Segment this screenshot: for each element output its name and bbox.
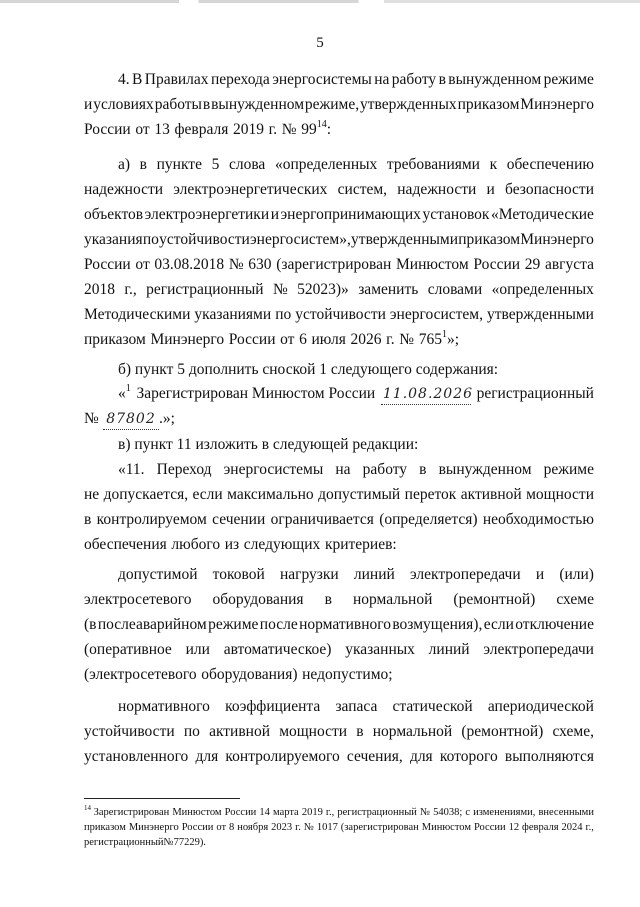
footnote-reference: 1 xyxy=(441,328,447,340)
word: активной xyxy=(460,486,522,503)
word: Правилах xyxy=(144,71,209,88)
word: 4. xyxy=(118,71,130,88)
word: с xyxy=(465,807,471,818)
word: указанных xyxy=(345,641,415,658)
word: (оперативное xyxy=(84,641,172,658)
text-line xyxy=(84,665,393,685)
text-line xyxy=(84,590,594,610)
word: $765^1$»; xyxy=(418,328,460,348)
text-line xyxy=(84,747,594,767)
word: устойчивости xyxy=(84,723,175,740)
word: надежности xyxy=(397,181,477,198)
word: 1017 xyxy=(316,822,338,833)
word: изменениями, xyxy=(473,807,536,818)
word: на xyxy=(335,461,351,478)
word: объектов xyxy=(84,206,144,223)
word: февраля xyxy=(522,822,559,833)
word: условиях xyxy=(93,96,154,113)
word: энергосистем, xyxy=(389,306,483,323)
footnote-line xyxy=(84,836,206,850)
word: указания xyxy=(84,231,143,248)
word: утвержденными xyxy=(487,306,594,323)
word: 2026 xyxy=(350,331,382,348)
word: необходимостью xyxy=(482,511,594,528)
word: выполняются xyxy=(504,748,594,765)
word: № xyxy=(399,331,415,348)
word: сечения, xyxy=(346,748,403,765)
word: 630 xyxy=(248,256,272,273)
word: № xyxy=(303,822,314,833)
text-line xyxy=(118,155,594,175)
word: Минэнерго xyxy=(520,96,594,113)
word: энергопринимающих xyxy=(280,206,421,223)
word: Минэнерго xyxy=(128,822,179,833)
word: оборудования xyxy=(212,591,304,608)
word: вынужденном xyxy=(211,96,305,113)
word: работу xyxy=(391,71,437,88)
word: следующих xyxy=(243,536,321,553)
word: нормативного xyxy=(118,698,210,715)
word: № xyxy=(163,837,174,848)
word: (или) xyxy=(559,566,594,583)
word: сечении xyxy=(212,511,266,528)
word: 52023)» xyxy=(297,281,349,298)
word: апериодической xyxy=(487,698,594,715)
word: указаниями xyxy=(194,306,272,323)
word: заменить xyxy=(358,281,419,298)
word: пункте xyxy=(156,156,202,173)
word: «определенных xyxy=(274,156,378,173)
word: требованиями xyxy=(386,156,480,173)
word: 2019 xyxy=(301,807,323,818)
word: вынужденном xyxy=(448,71,542,88)
word: критериев: xyxy=(324,536,397,553)
word: г., xyxy=(585,822,594,833)
word: приказом xyxy=(84,822,126,833)
word: которого xyxy=(439,748,498,765)
word: России xyxy=(224,807,257,818)
word: в xyxy=(419,461,427,478)
word: (в xyxy=(84,616,97,633)
word: допустимый xyxy=(318,486,401,503)
word: или xyxy=(185,641,210,658)
word: В xyxy=(132,71,143,88)
word: режиме xyxy=(208,616,259,633)
word: а) xyxy=(118,156,131,173)
word: после xyxy=(259,616,298,633)
word: от xyxy=(135,256,150,273)
word: и xyxy=(84,96,93,113)
word: регистрационный xyxy=(337,807,417,818)
word: контролируемого xyxy=(225,748,340,765)
word: работу xyxy=(362,461,408,478)
word: допустимой xyxy=(118,566,198,583)
text-line xyxy=(84,305,594,325)
word: не xyxy=(84,486,100,503)
word: вынужденном xyxy=(438,461,532,478)
word: № xyxy=(272,281,288,298)
text-line xyxy=(118,697,594,717)
word: (определяется) xyxy=(379,511,478,528)
word: 77229). xyxy=(173,837,206,848)
word: февраля xyxy=(174,121,229,138)
word: регистрационный xyxy=(84,837,164,848)
word: в xyxy=(202,96,211,113)
word: Минюстом xyxy=(421,822,471,833)
text-line xyxy=(84,535,397,555)
word: России xyxy=(473,256,521,273)
word: утвержденных xyxy=(360,96,457,113)
word: августа xyxy=(544,256,594,273)
word: любого xyxy=(171,536,221,553)
word: токовой xyxy=(212,566,265,583)
word: 8 xyxy=(229,822,235,833)
word: если xyxy=(483,616,514,633)
scan-top-edge xyxy=(0,0,640,3)
word: электроэнергетики xyxy=(144,206,270,223)
word: на xyxy=(374,71,390,88)
word: нормальной xyxy=(352,591,433,608)
word: 29 xyxy=(524,256,541,273)
word: $^{14}$ Зарегистрирован xyxy=(84,803,170,818)
text-line xyxy=(84,510,594,530)
footnote-separator xyxy=(84,798,240,799)
text-line xyxy=(84,722,594,742)
text-line xyxy=(84,615,594,635)
word: № xyxy=(281,121,297,138)
text-line xyxy=(84,330,459,350)
word: 2019 xyxy=(233,121,264,138)
word: контролируемом xyxy=(96,511,207,528)
word: энергосистемы xyxy=(223,461,324,478)
word: Переход xyxy=(156,461,212,478)
word: работы xyxy=(154,96,202,113)
text-line xyxy=(84,180,594,200)
word: 2018 xyxy=(84,281,115,298)
word: Минэнерго xyxy=(520,231,594,248)
word: 54038; xyxy=(433,807,463,818)
word: 2023 xyxy=(271,822,293,833)
word: России xyxy=(84,256,131,273)
word: установок xyxy=(422,206,490,223)
word: г., xyxy=(325,807,335,818)
word: схеме, xyxy=(552,723,594,740)
word: нормативного xyxy=(299,616,391,633)
word: г. xyxy=(386,331,395,348)
footnote-line xyxy=(84,821,594,835)
word: энергосистемы xyxy=(272,71,372,88)
word: надежности xyxy=(84,181,164,198)
word: перехода xyxy=(210,71,270,88)
word: России xyxy=(473,822,506,833)
page-number: 5 xyxy=(316,35,324,51)
text-line xyxy=(84,640,594,660)
word: для xyxy=(195,748,219,765)
word: 14 xyxy=(259,807,270,818)
word: России xyxy=(181,822,214,833)
word: электроэнергетических xyxy=(173,181,328,198)
word: линий xyxy=(428,641,470,658)
word: режиме xyxy=(543,461,594,478)
word: энергосистем», xyxy=(250,231,351,248)
word: нормальной xyxy=(372,723,453,740)
word: послеаварийном xyxy=(97,616,207,633)
word: устойчивости xyxy=(295,306,386,323)
word: «определенных xyxy=(491,281,594,298)
word: 2024 xyxy=(561,822,583,833)
word: к xyxy=(489,156,498,173)
word: (зарегистрирован xyxy=(340,822,419,833)
word: приказом xyxy=(84,331,146,348)
word: допускается, xyxy=(103,486,189,503)
word: обеспечения xyxy=(84,536,167,553)
word: в xyxy=(84,511,92,528)
text-line xyxy=(84,280,594,300)
word: максимально xyxy=(227,486,314,503)
footnote-insert-line: «$^1$ Зарегистрирован Минюстом России 11.08.2026 регистрационный xyxy=(118,384,594,405)
word: Методическими xyxy=(84,306,191,323)
word: нагрузки xyxy=(279,566,339,583)
paragraph-item-c: в) пункт 11 изложить в следующей редакции: xyxy=(118,436,419,453)
word: установленного xyxy=(84,748,189,765)
word: Минэнерго xyxy=(150,331,225,348)
word: по xyxy=(275,306,292,323)
word: автоматическое) xyxy=(223,641,332,658)
word: (зарегистрирован xyxy=(276,256,392,273)
word: устойчивости xyxy=(159,231,250,248)
word: электропередачи xyxy=(410,566,521,583)
word: по xyxy=(183,723,200,740)
text-line xyxy=(84,95,594,115)
word: 03.08.2018 xyxy=(154,256,225,273)
word: мощности xyxy=(526,486,594,503)
word: ноября xyxy=(237,822,269,833)
word: в xyxy=(324,591,332,608)
word: 12 xyxy=(508,822,520,833)
word: словами xyxy=(427,281,483,298)
word: г., xyxy=(124,281,137,298)
word: запаса xyxy=(335,698,378,715)
word: схеме xyxy=(556,591,594,608)
word: (ремонтной) xyxy=(461,723,544,740)
word: (электросетевого xyxy=(84,666,197,683)
footnote-line xyxy=(84,803,594,820)
word: 13 xyxy=(154,121,170,138)
text-line xyxy=(118,460,594,480)
footnote-reference: 14 xyxy=(316,118,327,130)
text-line xyxy=(118,565,594,585)
word: коэффициента xyxy=(225,698,321,715)
word: из xyxy=(224,536,240,553)
word: линий xyxy=(353,566,395,583)
word: обеспечению xyxy=(506,156,594,173)
word: «Методические xyxy=(491,206,594,223)
word: г. xyxy=(268,121,278,138)
text-line xyxy=(84,255,594,275)
word: приказом xyxy=(457,96,520,113)
text-line xyxy=(84,230,594,250)
word: утвержденными xyxy=(351,231,459,248)
word: (ремонтной) xyxy=(453,591,536,608)
word: в xyxy=(139,156,147,173)
word: от xyxy=(280,331,295,348)
word: возмущения), xyxy=(392,616,483,633)
word: мощности xyxy=(279,723,348,740)
footnote-marker: 14 xyxy=(84,803,91,812)
handwritten-registration-number: 87802 xyxy=(103,409,159,430)
word: 5 xyxy=(211,156,220,173)
word: «11. xyxy=(118,461,145,478)
word: от xyxy=(135,121,150,138)
word: ограничивается xyxy=(270,511,374,528)
word: России xyxy=(84,121,131,138)
word: марта xyxy=(273,807,299,818)
word: переток xyxy=(404,486,457,503)
word: слова xyxy=(228,156,266,173)
word: оборудования) xyxy=(201,666,298,683)
word: активной xyxy=(209,723,270,740)
word: в xyxy=(438,71,446,88)
word: и xyxy=(535,566,545,583)
word: $99^{14}$: xyxy=(301,118,332,138)
word: недопустимо; xyxy=(302,666,393,683)
word: по xyxy=(142,231,159,248)
handwritten-registration-date: 11.08.2026 xyxy=(381,384,471,405)
text-line xyxy=(84,120,331,140)
word: России xyxy=(228,331,276,348)
word: отключение xyxy=(515,616,594,633)
paragraph-item-b: б) пункт 5 дополнить сноской 1 следующего содержания: xyxy=(118,361,499,378)
word: 6 xyxy=(299,331,307,348)
word: если xyxy=(192,486,223,503)
word: и xyxy=(486,181,495,198)
word: статической xyxy=(392,698,473,715)
word: Минюстом xyxy=(396,256,469,273)
word: режиме, xyxy=(304,96,360,113)
text-line xyxy=(84,205,594,225)
word: г. xyxy=(295,822,301,833)
word: режиме xyxy=(543,71,594,88)
word: Минюстом xyxy=(172,807,222,818)
text-line xyxy=(84,485,594,505)
word: для xyxy=(409,748,433,765)
word: приказом xyxy=(458,231,521,248)
word: внесенными xyxy=(538,807,594,818)
word: регистрационный xyxy=(146,281,264,298)
word: № xyxy=(420,807,431,818)
word: и xyxy=(270,206,279,223)
footnote-insert-line-2: № 87802 .»; xyxy=(84,409,175,430)
word: № xyxy=(228,256,244,273)
word: июля xyxy=(311,331,346,348)
word: электросетевого xyxy=(84,591,192,608)
word: в xyxy=(356,723,364,740)
word: от xyxy=(216,822,227,833)
word: электропередачи xyxy=(483,641,594,658)
word: безопасности xyxy=(505,181,594,198)
word: систем, xyxy=(337,181,388,198)
text-line xyxy=(118,70,594,90)
